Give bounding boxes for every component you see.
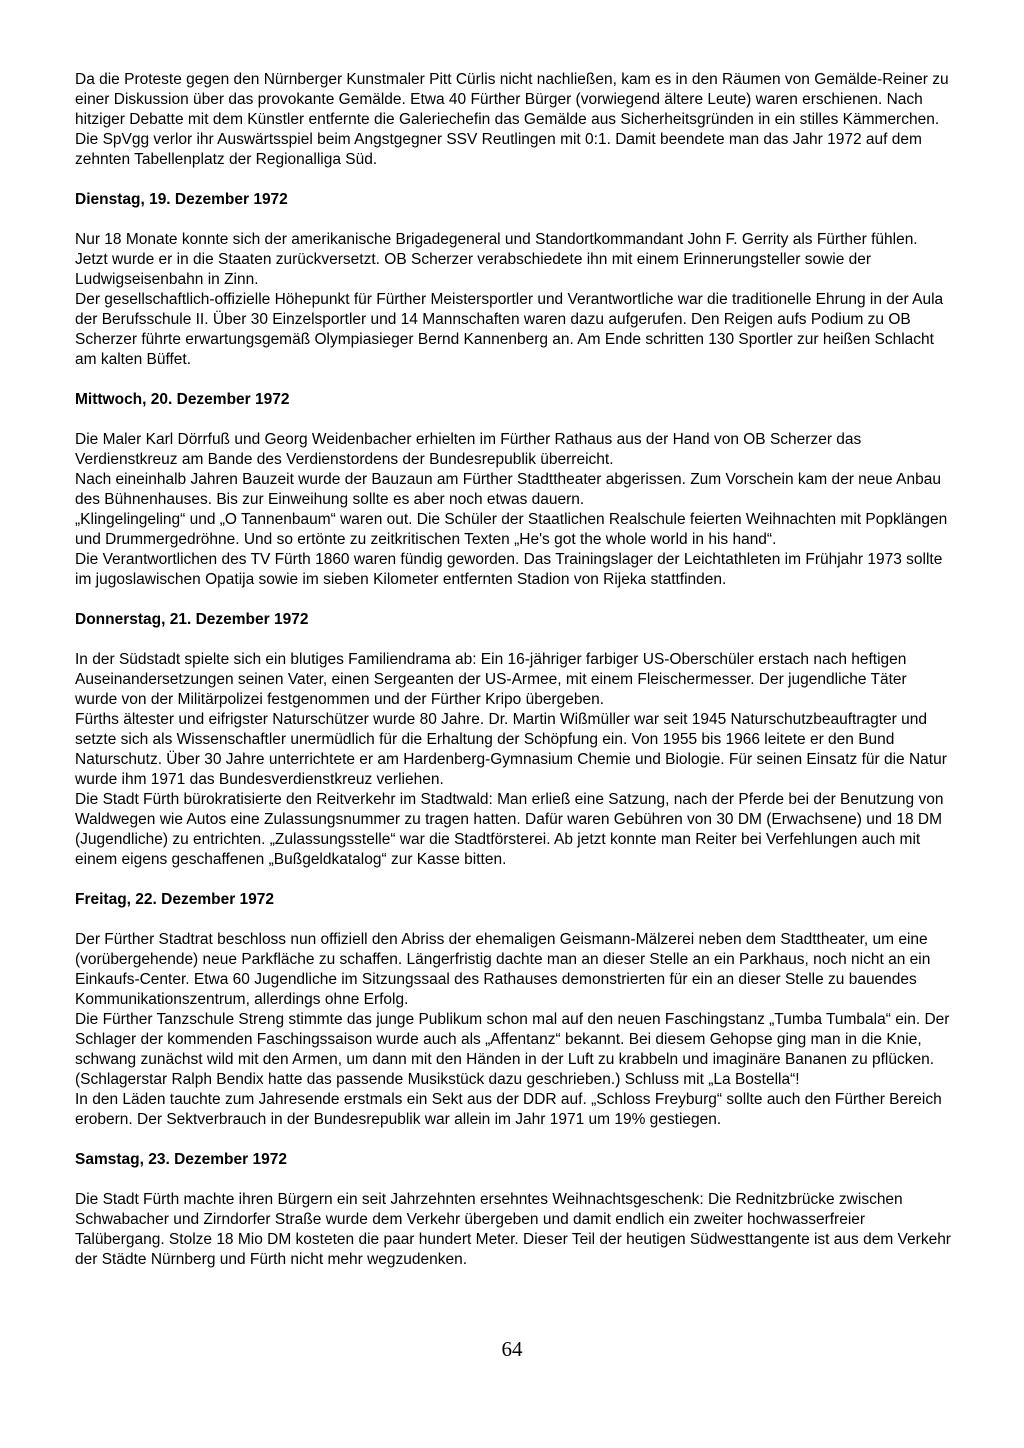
paragraph: In der Südstadt spielte sich ein blutiges Familiendrama ab: Ein 16-jähriger farbiger US-Oberschüler erstach nach heftigen Auseinandersetzungen seinen Vater, einen Sergeanten der US-Armee, mit einem Fleischermesser. Der jugendliche Täter wurde von der Militärpolizei festgenommen und der Fürther Kripo übergeben.: [75, 651, 907, 708]
paragraph: Die SpVgg verlor ihr Auswärtsspiel beim Angstgegner SSV Reutlingen mit 0:1. Damit beendete man das Jahr 1972 auf dem zehnten Tabellenplatz der Regionalliga Süd.: [75, 131, 922, 168]
day-heading: Mittwoch, 20. Dezember 1972: [75, 391, 290, 408]
paragraph: Die Verantwortlichen des TV Fürth 1860 waren fündig geworden. Das Trainingslager der Leichtathleten im Frühjahr 1973 sollte im jugoslawischen Opatija sowie im sieben Kilometer entfernten Stadion von Rijeka stattfinden.: [75, 551, 943, 588]
paragraph: Da die Proteste gegen den Nürnberger Kunstmaler Pitt Cürlis nicht nachließen, kam es in den Räumen von Gemälde-Reiner zu einer Diskussion über das provokante Gemälde. Etwa 40 Fürther Bürger (vorwiegend ältere Leute) waren erschienen. Nach hitziger Debatte mit dem Künstler entfernte die Galeriechefin das Gemälde aus Sicherheitsgründen in ein stilles Kämmerchen.: [75, 71, 949, 128]
section-donnerstag: [75, 610, 953, 870]
day-heading: Dienstag, 19. Dezember 1972: [75, 191, 288, 208]
section-samstag: [75, 1150, 953, 1270]
document-content: [75, 70, 953, 1270]
paragraph: Fürths ältester und eifrigster Naturschützer wurde 80 Jahre. Dr. Martin Wißmüller war seit 1945 Naturschutzbeauftragter und setzte sich als Wissenschaftler unermüdlich für die Erhaltung der Schöpfung ein. Von 1955 bis 1966 leitete er den Bund Naturschutz. Über 30 Jahre unterrichtete er am Hardenberg-Gymnasium Chemie und Biologie. Für seinen Einsatz für die Natur wurde ihm 1971 das Bundesverdienstkreuz verliehen.: [75, 711, 947, 788]
paragraph: „Klingelingeling“ und „O Tannenbaum“ waren out. Die Schüler der Staatlichen Realschule feierten Weihnachten mit Popklängen und Drummergedröhne. Und so ertönte zu zeitkritischen Texten „He's got the whole world in his hand“.: [75, 511, 948, 548]
paragraph: Der gesellschaftlich-offizielle Höhepunkt für Fürther Meistersportler und Verantwortliche war die traditionelle Ehrung in der Aula der Berufsschule II. Über 30 Einzelsportler und 14 Mannschaften waren dazu aufgerufen. Den Reigen aufs Podium zu OB Scherzer führte erwartungsgemäß Olympiasieger Bernd Kannenberg an. Am Ende schritten 130 Sportler zur heißen Schlacht am kalten Büffet.: [75, 291, 944, 368]
paragraph: Die Stadt Fürth machte ihren Bürgern ein seit Jahrzehnten ersehntes Weihnachtsgeschenk: Die Rednitzbrücke zwischen Schwabacher und Zirndorfer Straße wurde dem Verkehr übergeben und damit endlich ein zweiter hochwasserfreier Talübergang. Stolze 18 Mio DM kosteten die paar hundert Meter. Dieser Teil der heutigen Südwesttangente ist aus dem Verkehr der Städte Nürnberg und Fürth nicht mehr wegzudenken.: [75, 1191, 951, 1268]
paragraph: Der Fürther Stadtrat beschloss nun offiziell den Abriss der ehemaligen Geismann-Mälzerei neben dem Stadttheater, um eine (vorübergehende) neue Parkfläche zu schaffen. Längerfristig dachte man an dieser Stelle an ein Parkhaus, noch nicht an ein Einkaufs-Center. Etwa 60 Jugendliche im Sitzungssaal des Rathauses demonstrierten für ein an dieser Stelle zu bauendes Kommunikationszentrum, allerdings ohne Erfolg.: [75, 931, 931, 1008]
paragraph: In den Läden tauchte zum Jahresende erstmals ein Sekt aus der DDR auf. „Schloss Freyburg“ sollte auch den Fürther Bereich erobern. Der Sektverbrauch in der Bundesrepublik war allein im Jahr 1971 um 19% gestiegen.: [75, 1091, 942, 1128]
paragraph: Die Maler Karl Dörrfuß und Georg Weidenbacher erhielten im Fürther Rathaus aus der Hand von OB Scherzer das Verdienstkreuz am Bande des Verdienstordens der Bundesrepublik überreicht.: [75, 431, 862, 468]
section-mittwoch: [75, 390, 953, 590]
page-number: 64: [501, 1337, 523, 1361]
day-heading: Samstag, 23. Dezember 1972: [75, 1151, 287, 1168]
day-heading: Freitag, 22. Dezember 1972: [75, 891, 275, 908]
section-dienstag: [75, 190, 953, 370]
paragraph: Nach eineinhalb Jahren Bauzeit wurde der Bauzaun am Fürther Stadttheater abgerissen. Zum Vorschein kam der neue Anbau des Bühnenhauses. Bis zur Einweihung sollte es aber noch etwas dauern.: [75, 471, 941, 508]
section-intro: [75, 70, 953, 170]
day-heading: Donnerstag, 21. Dezember 1972: [75, 611, 309, 628]
paragraph: Nur 18 Monate konnte sich der amerikanische Brigadegeneral und Standortkommandant John F. Gerrity als Fürther fühlen. Jetzt wurde er in die Staaten zurückversetzt. OB Scherzer verabschiedete ihn mit einem Erinnerungsteller sowie der Ludwigseisenbahn in Zinn.: [75, 231, 918, 288]
paragraph: Die Stadt Fürth bürokratisierte den Reitverkehr im Stadtwald: Man erließ eine Satzung, nach der Pferde bei der Benutzung von Waldwegen wie Autos eine Zulassungsnummer zu tragen hatten. Dafür waren Gebühren von 30 DM (Erwachsene) und 18 DM (Jugendliche) zu entrichten. „Zulassungsstelle“ war die Stadtförsterei. Ab jetzt konnte man Reiter bei Verfehlungen auch mit einem eigens geschaffenen „Bußgeldkatalog“ zur Kasse bitten.: [75, 791, 944, 868]
section-freitag: [75, 890, 953, 1130]
paragraph: Die Fürther Tanzschule Streng stimmte das junge Publikum schon mal auf den neuen Faschingstanz „Tumba Tumbala“ ein. Der Schlager der kommenden Faschingssaison wurde auch als „Affentanz“ bekannt. Bei diesem Gehopse ging man in die Knie, schwang zunächst wild mit den Armen, um dann mit den Händen in der Luft zu krabbeln und imaginäre Bananen zu pflücken. (Schlagerstar Ralph Bendix hatte das passende Musikstück dazu geschrieben.) Schluss mit „La Bostella“!: [75, 1011, 950, 1088]
